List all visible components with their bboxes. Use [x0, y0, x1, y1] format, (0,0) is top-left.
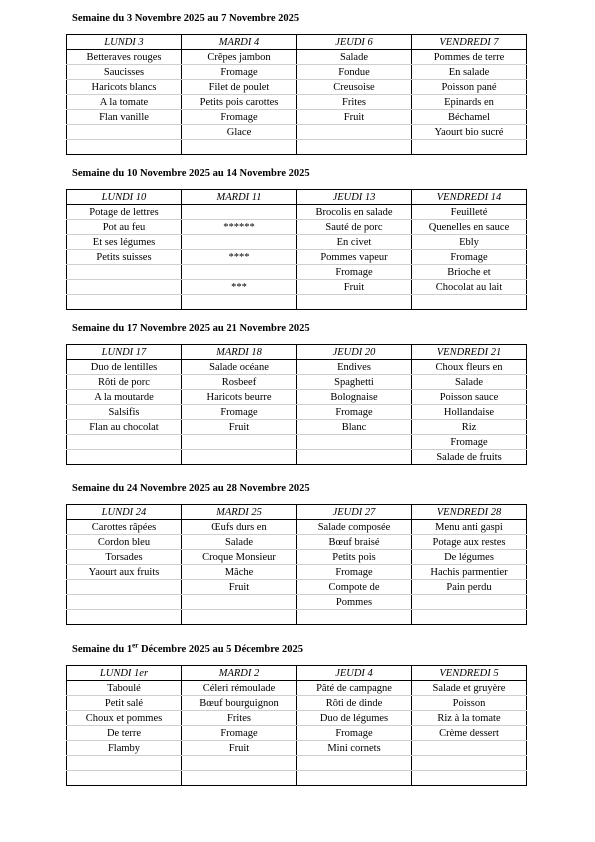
dish-cell: ***	[182, 280, 297, 295]
dish-cell	[67, 756, 182, 771]
dish-cell	[297, 450, 412, 465]
dish-cell: Frites	[297, 95, 412, 110]
dish-cell	[67, 125, 182, 140]
table-row	[67, 50, 527, 65]
dish-cell: Salsifis	[67, 405, 182, 420]
day-header: MARDI 2	[182, 666, 297, 681]
table-row	[67, 360, 527, 375]
table-row	[67, 280, 527, 295]
dish-cell: Riz	[412, 420, 527, 435]
dish-cell: Ebly	[412, 235, 527, 250]
dish-cell: Fromage	[182, 65, 297, 80]
dish-cell: Pommes vapeur	[297, 250, 412, 265]
day-header: LUNDI 3	[67, 35, 182, 50]
dish-cell: Creusoise	[297, 80, 412, 95]
day-header-row	[67, 345, 527, 360]
dish-cell: Yaourt aux fruits	[67, 565, 182, 580]
dish-cell: Salade océane	[182, 360, 297, 375]
table-row	[67, 550, 527, 565]
table-row	[67, 696, 527, 711]
dish-cell: Potage aux restes	[412, 535, 527, 550]
week-title-text: Semaine du 24 Novembre 2025 au 28 Novembre 2025	[72, 483, 310, 494]
dish-cell	[412, 741, 527, 756]
table-row	[67, 771, 527, 786]
day-header: JEUDI 27	[297, 505, 412, 520]
week-title-text-end: Décembre 2025 au 5 Décembre 2025	[138, 644, 303, 655]
dish-cell: Petits pois	[297, 550, 412, 565]
dish-cell: Salade de fruits	[412, 450, 527, 465]
day-header: VENDREDI 14	[412, 190, 527, 205]
dish-cell	[412, 595, 527, 610]
dish-cell: Quenelles en sauce	[412, 220, 527, 235]
dish-cell: Flamby	[67, 741, 182, 756]
dish-cell	[67, 265, 182, 280]
dish-cell: Epinards en	[412, 95, 527, 110]
day-header: LUNDI 24	[67, 505, 182, 520]
dish-cell: Feuilleté	[412, 205, 527, 220]
week-title	[72, 167, 527, 181]
dish-cell: Fromage	[182, 405, 297, 420]
dish-cell	[182, 450, 297, 465]
dish-cell: Duo de légumes	[297, 711, 412, 726]
table-row	[67, 450, 527, 465]
dish-cell: Hachis parmentier	[412, 565, 527, 580]
dish-cell: Fruit	[297, 280, 412, 295]
table-row	[67, 265, 527, 280]
table-row	[67, 205, 527, 220]
week-title	[72, 643, 527, 657]
dish-cell: Haricots blancs	[67, 80, 182, 95]
menu-table	[66, 665, 527, 786]
dish-cell: Pot au feu	[67, 220, 182, 235]
dish-cell: Fromage	[412, 435, 527, 450]
dish-cell: Compote de	[297, 580, 412, 595]
dish-cell	[182, 295, 297, 310]
dish-cell: Et ses légumes	[67, 235, 182, 250]
day-header: MARDI 25	[182, 505, 297, 520]
dish-cell	[67, 771, 182, 786]
dish-cell: Fruit	[182, 741, 297, 756]
table-row	[67, 250, 527, 265]
dish-cell: De légumes	[412, 550, 527, 565]
dish-cell: Poisson pané	[412, 80, 527, 95]
dish-cell: De terre	[67, 726, 182, 741]
dish-cell	[297, 610, 412, 625]
dish-cell	[297, 125, 412, 140]
table-row	[67, 65, 527, 80]
dish-cell: En salade	[412, 65, 527, 80]
dish-cell: Choux fleurs en	[412, 360, 527, 375]
dish-cell: Pâté de campagne	[297, 681, 412, 696]
dish-cell: ****	[182, 250, 297, 265]
dish-cell: Salade composée	[297, 520, 412, 535]
dish-cell	[182, 265, 297, 280]
dish-cell: Duo de lentilles	[67, 360, 182, 375]
day-header-row	[67, 35, 527, 50]
day-header-row	[67, 190, 527, 205]
dish-cell: A la moutarde	[67, 390, 182, 405]
table-row	[67, 110, 527, 125]
dish-cell	[67, 295, 182, 310]
day-header: VENDREDI 5	[412, 666, 527, 681]
dish-cell: Flan au chocolat	[67, 420, 182, 435]
dish-cell: Crêpes jambon	[182, 50, 297, 65]
day-header: JEUDI 20	[297, 345, 412, 360]
dish-cell: Filet de poulet	[182, 80, 297, 95]
dish-cell: Sauté de porc	[297, 220, 412, 235]
table-row	[67, 420, 527, 435]
menu-table	[66, 344, 527, 465]
dish-cell	[297, 140, 412, 155]
dish-cell	[182, 205, 297, 220]
week-section	[66, 322, 527, 465]
table-row	[67, 375, 527, 390]
week-title-superscript: er	[132, 641, 139, 650]
dish-cell: Yaourt bio sucré	[412, 125, 527, 140]
dish-cell: Flan vanille	[67, 110, 182, 125]
dish-cell: A la tomate	[67, 95, 182, 110]
dish-cell: Fondue	[297, 65, 412, 80]
table-row	[67, 535, 527, 550]
dish-cell: Haricots beurre	[182, 390, 297, 405]
menu-table	[66, 189, 527, 310]
table-row	[67, 580, 527, 595]
dish-cell: Bolognaise	[297, 390, 412, 405]
dish-cell	[67, 140, 182, 155]
dish-cell	[412, 756, 527, 771]
table-row	[67, 520, 527, 535]
dish-cell: Fruit	[182, 580, 297, 595]
table-row	[67, 295, 527, 310]
table-row	[67, 220, 527, 235]
dish-cell: Saucisses	[67, 65, 182, 80]
dish-cell: Pommes de terre	[412, 50, 527, 65]
dish-cell	[182, 595, 297, 610]
week-section	[66, 482, 527, 625]
dish-cell: Brocolis en salade	[297, 205, 412, 220]
dish-cell: Mini cornets	[297, 741, 412, 756]
table-row	[67, 756, 527, 771]
dish-cell: Fruit	[182, 420, 297, 435]
table-row	[67, 80, 527, 95]
dish-cell: Mâche	[182, 565, 297, 580]
week-title-text: Semaine du 3 Novembre 2025 au 7 Novembre 2025	[72, 13, 300, 24]
week-section	[66, 167, 527, 310]
table-row	[67, 125, 527, 140]
dish-cell: Bœuf braisé	[297, 535, 412, 550]
dish-cell: Chocolat au lait	[412, 280, 527, 295]
dish-cell: Fromage	[182, 110, 297, 125]
week-title-text: Semaine du 10 Novembre 2025 au 14 Novembre 2025	[72, 168, 310, 179]
dish-cell	[182, 756, 297, 771]
table-row	[67, 435, 527, 450]
day-header: MARDI 18	[182, 345, 297, 360]
dish-cell: Carottes râpées	[67, 520, 182, 535]
dish-cell: Croque Monsieur	[182, 550, 297, 565]
table-row	[67, 235, 527, 250]
day-header: JEUDI 4	[297, 666, 412, 681]
day-header: JEUDI 13	[297, 190, 412, 205]
table-row	[67, 610, 527, 625]
week-title-text: Semaine du 17 Novembre 2025 au 21 Novembre 2025	[72, 323, 310, 334]
dish-cell: Hollandaise	[412, 405, 527, 420]
day-header: VENDREDI 28	[412, 505, 527, 520]
day-header-row	[67, 666, 527, 681]
dish-cell: Petit salé	[67, 696, 182, 711]
dish-cell: Fruit	[297, 110, 412, 125]
dish-cell: Petits pois carottes	[182, 95, 297, 110]
table-row	[67, 140, 527, 155]
week-title	[72, 322, 527, 336]
dish-cell: Béchamel	[412, 110, 527, 125]
dish-cell: ******	[182, 220, 297, 235]
day-header: VENDREDI 7	[412, 35, 527, 50]
dish-cell	[297, 295, 412, 310]
dish-cell	[67, 595, 182, 610]
dish-cell: Torsades	[67, 550, 182, 565]
dish-cell: Rôti de porc	[67, 375, 182, 390]
dish-cell: Fromage	[297, 265, 412, 280]
dish-cell	[67, 435, 182, 450]
dish-cell	[412, 771, 527, 786]
dish-cell	[412, 140, 527, 155]
dish-cell: Pain perdu	[412, 580, 527, 595]
dish-cell: Poisson sauce	[412, 390, 527, 405]
dish-cell: En civet	[297, 235, 412, 250]
dish-cell	[412, 610, 527, 625]
menu-table	[66, 504, 527, 625]
dish-cell: Fromage	[297, 565, 412, 580]
dish-cell: Céleri rémoulade	[182, 681, 297, 696]
dish-cell: Fromage	[297, 405, 412, 420]
dish-cell: Taboulé	[67, 681, 182, 696]
day-header: LUNDI 1er	[67, 666, 182, 681]
dish-cell: Salade	[412, 375, 527, 390]
dish-cell: Potage de lettres	[67, 205, 182, 220]
day-header: LUNDI 10	[67, 190, 182, 205]
dish-cell: Cordon bleu	[67, 535, 182, 550]
dish-cell	[297, 756, 412, 771]
dish-cell	[67, 280, 182, 295]
week-section	[66, 643, 527, 786]
table-row	[67, 711, 527, 726]
dish-cell: Endives	[297, 360, 412, 375]
dish-cell	[182, 435, 297, 450]
dish-cell: Spaghetti	[297, 375, 412, 390]
dish-cell	[182, 140, 297, 155]
dish-cell	[182, 610, 297, 625]
day-header: MARDI 11	[182, 190, 297, 205]
week-title-text: Semaine du 1	[72, 644, 133, 655]
dish-cell	[297, 435, 412, 450]
dish-cell: Petits suisses	[67, 250, 182, 265]
day-header: MARDI 4	[182, 35, 297, 50]
dish-cell: Fromage	[182, 726, 297, 741]
dish-cell: Rosbeef	[182, 375, 297, 390]
dish-cell	[297, 771, 412, 786]
day-header-row	[67, 505, 527, 520]
dish-cell: Salade et gruyère	[412, 681, 527, 696]
dish-cell: Fromage	[297, 726, 412, 741]
dish-cell	[182, 235, 297, 250]
dish-cell: Blanc	[297, 420, 412, 435]
dish-cell: Bœuf bourguignon	[182, 696, 297, 711]
dish-cell: Fromage	[412, 250, 527, 265]
week-section	[66, 12, 527, 155]
dish-cell: Brioche et	[412, 265, 527, 280]
table-row	[67, 741, 527, 756]
dish-cell: Menu anti gaspi	[412, 520, 527, 535]
menu-table	[66, 34, 527, 155]
day-header: JEUDI 6	[297, 35, 412, 50]
dish-cell: Pommes	[297, 595, 412, 610]
dish-cell: Poisson	[412, 696, 527, 711]
dish-cell: Crème dessert	[412, 726, 527, 741]
table-row	[67, 726, 527, 741]
dish-cell: Betteraves rouges	[67, 50, 182, 65]
day-header: LUNDI 17	[67, 345, 182, 360]
table-row	[67, 390, 527, 405]
dish-cell	[67, 580, 182, 595]
dish-cell: Œufs durs en	[182, 520, 297, 535]
dish-cell: Choux et pommes	[67, 711, 182, 726]
day-header: VENDREDI 21	[412, 345, 527, 360]
dish-cell	[182, 771, 297, 786]
dish-cell	[67, 610, 182, 625]
dish-cell: Salade	[182, 535, 297, 550]
week-title	[72, 482, 527, 496]
dish-cell: Glace	[182, 125, 297, 140]
dish-cell: Salade	[297, 50, 412, 65]
dish-cell	[67, 450, 182, 465]
dish-cell	[412, 295, 527, 310]
table-row	[67, 681, 527, 696]
table-row	[67, 565, 527, 580]
dish-cell: Frites	[182, 711, 297, 726]
week-title	[72, 12, 527, 26]
table-row	[67, 595, 527, 610]
dish-cell: Rôti de dinde	[297, 696, 412, 711]
dish-cell: Riz à la tomate	[412, 711, 527, 726]
table-row	[67, 95, 527, 110]
table-row	[67, 405, 527, 420]
